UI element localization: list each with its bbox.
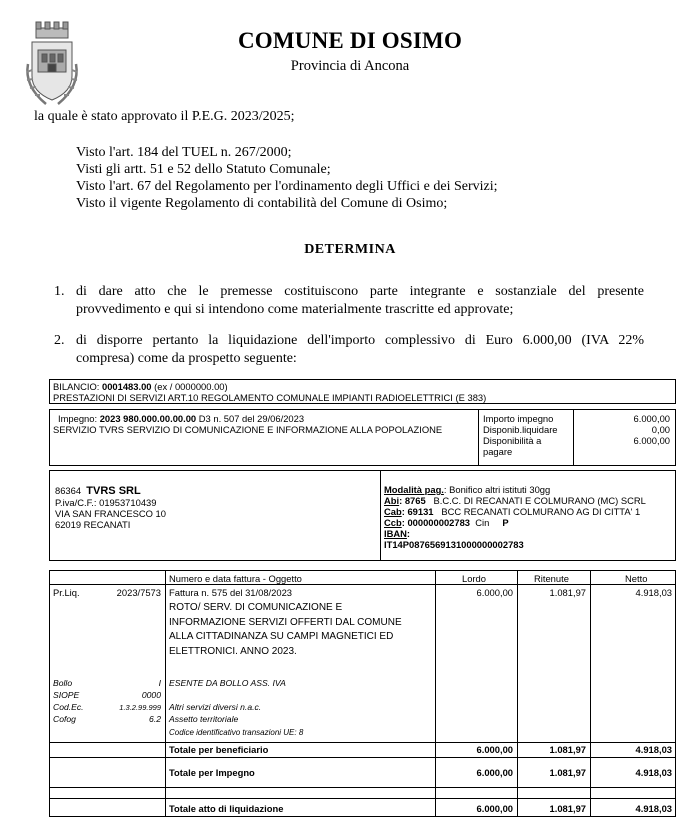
header-ritenute: Ritenute: [534, 573, 569, 584]
total-lordo: 6.000,00: [476, 767, 513, 778]
disponibilita-label: Disponibilità a: [483, 435, 542, 446]
bilancio-ex: (ex / 0000000.00): [154, 381, 228, 392]
row-netto: 4.918,03: [635, 587, 672, 598]
total-lordo: 6.000,00: [476, 803, 513, 814]
detail-desc: Altri servizi diversi n.a.c.: [169, 702, 262, 712]
impegno-box: [49, 409, 676, 466]
abi-label: Abi: [384, 495, 400, 506]
impegno-code: 2023 980.000.00.00.00: [99, 413, 197, 424]
detail-desc: Codice identificativo transazioni UE: 8: [169, 728, 304, 737]
visto-line: Visti gli artt. 51 e 52 dello Statuto Comunale;: [76, 162, 331, 177]
abi-line: [384, 495, 646, 506]
visto-line: Visto l'art. 184 del TUEL n. 267/2000;: [76, 145, 292, 160]
abi-bank: B.C.C. DI RECANATI E COLMURANO (MC) SCRL: [433, 495, 646, 506]
iban-label-line: IBAN:: [384, 528, 411, 539]
beneficiario-line: [55, 485, 141, 497]
bilancio-box: [49, 379, 676, 404]
detail-label: SIOPE: [53, 690, 80, 700]
beneficiario-box: [49, 470, 676, 561]
object-line: ROTO/ SERV. DI COMUNICAZIONE E: [169, 602, 343, 613]
impegno-description: SERVIZIO TVRS SERVIZIO DI COMUNICAZIONE E INFORMAZIONE ALLA POPOLAZIONE: [53, 424, 443, 435]
cin-label: Cin: [475, 517, 490, 528]
iban-value: IT14P0876569131000000002783: [384, 539, 524, 550]
disponibilita-label-2: pagare: [483, 446, 513, 457]
visto-line: Visto l'art. 67 del Regolamento per l'ordinamento degli Uffici e dei Servizi;: [76, 179, 498, 194]
visto-line: Visto il vigente Regolamento di contabilità del Comune di Osimo;: [76, 196, 448, 211]
total-label: Totale atto di liquidazione: [169, 803, 284, 814]
cab-value: : 69131: [401, 506, 434, 517]
ccb-line: [384, 517, 509, 528]
cab-bank: BCC RECANATI COLMURANO AG DI CITTA' 1: [441, 506, 641, 517]
modalita-label: Modalità pag.: [384, 484, 444, 495]
item-text-line: di dare atto che le premesse costituiscono parte integrante e sostanziale del presente: [76, 284, 644, 299]
detail-value: 0000: [141, 690, 161, 700]
object-line: INFORMAZIONE SERVIZI OFFERTI DAL COMUNE: [169, 616, 402, 628]
cin-value: P: [502, 517, 509, 528]
object-line: ALLA CITTADINANZA SU CAMPI MAGNETICI ED: [169, 631, 394, 642]
item-text-line: compresa) come da prospetto seguente:: [76, 351, 297, 366]
item-text-line: provvedimento e qui si intendono come materialmente trascritte ed approvate;: [76, 302, 514, 317]
disponib-liquidare-label: Disponib.liquidare: [483, 424, 558, 435]
cab-label: Cab: [384, 506, 402, 517]
total-label: Totale per Impegno: [169, 767, 255, 778]
total-netto: 4.918,03: [635, 803, 672, 814]
document-title: COMUNE DI OSIMO: [237, 28, 463, 53]
bilancio-code: 0001483.00: [101, 381, 152, 392]
ccb-value: : 000000002783: [401, 517, 471, 528]
beneficiario-name: TVRS SRL: [86, 485, 141, 497]
header-netto: Netto: [625, 573, 648, 584]
determina-heading: DETERMINA: [304, 242, 396, 257]
header-oggetto: Numero e data fattura - Oggetto: [169, 573, 302, 584]
row-type: Pr.Liq.: [53, 587, 80, 598]
disponibilita-value: 6.000,00: [633, 435, 670, 446]
beneficiario-city: 62019 RECANATI: [55, 519, 131, 530]
detail-value: 6.2: [149, 714, 161, 724]
total-netto: 4.918,03: [635, 767, 672, 778]
detail-desc: ESENTE DA BOLLO ASS. IVA: [169, 678, 286, 688]
iban-label: IBAN: [384, 528, 407, 539]
detail-value: I: [158, 678, 161, 688]
intro-text: la quale è stato approvato il P.E.G. 2023/2025;: [34, 109, 295, 124]
total-ritenute: 1.081,97: [549, 767, 586, 778]
importo-impegno-value: 6.000,00: [633, 413, 670, 424]
detail-label: Cod.Ec.: [53, 702, 84, 712]
impegno-rest: D3 n. 507 del 29/06/2023: [196, 413, 305, 424]
total-ritenute: 1.081,97: [549, 803, 586, 814]
importo-impegno-label: Importo impegno: [483, 413, 554, 424]
bilancio-description: PRESTAZIONI DI SERVIZI ART.10 REGOLAMENTO COMUNALE IMPIANTI RADIOELETTRICI (E 383): [53, 392, 487, 403]
total-lordo: 6.000,00: [476, 744, 513, 755]
total-label: Totale per beneficiario: [169, 744, 269, 755]
beneficiario-code: 86364: [55, 485, 82, 496]
document-subtitle: Provincia di Ancona: [290, 58, 410, 74]
bilancio-label: BILANCIO:: [53, 381, 100, 392]
row-ritenute: 1.081,97: [549, 587, 586, 598]
invoice-table: [49, 570, 676, 817]
impegno-line: [58, 413, 304, 424]
item-number: 1.: [54, 284, 65, 299]
row-lordo: 6.000,00: [476, 587, 513, 598]
beneficiario-piva: P.iva/C.F.: 01953710439: [55, 497, 157, 508]
row-object: [169, 601, 402, 659]
header-lordo: Lordo: [462, 573, 486, 584]
detail-desc: Assetto territoriale: [169, 714, 239, 724]
detail-label: Cofog: [53, 714, 76, 724]
row-number: 2023/7573: [116, 587, 161, 598]
item-number: 2.: [54, 333, 65, 348]
object-line: ELETTRONICI. ANNO 2023.: [169, 645, 297, 657]
disponib-liquidare-value: 0,00: [651, 424, 670, 435]
abi-value: : 8765: [399, 495, 426, 506]
row-invoice: Fattura n. 575 del 31/08/2023: [169, 587, 293, 598]
impegno-label: Impegno:: [58, 413, 98, 424]
modalita-line: [384, 484, 550, 495]
modalita-value: : Bonifico altri istituti 30gg: [443, 484, 551, 495]
item-text-line: di disporre pertanto la liquidazione dell'importo complessivo di Euro 6.000,00 (IVA 22%: [76, 333, 644, 348]
total-ritenute: 1.081,97: [549, 744, 586, 755]
cab-line: [384, 506, 640, 517]
detail-label: Bollo: [53, 678, 73, 688]
ccb-label: Ccb: [384, 517, 402, 528]
total-netto: 4.918,03: [635, 744, 672, 755]
bilancio-line: [53, 381, 228, 392]
beneficiario-address: VIA SAN FRANCESCO 10: [55, 508, 166, 519]
detail-value: 1.3.2.99.999: [119, 703, 161, 712]
